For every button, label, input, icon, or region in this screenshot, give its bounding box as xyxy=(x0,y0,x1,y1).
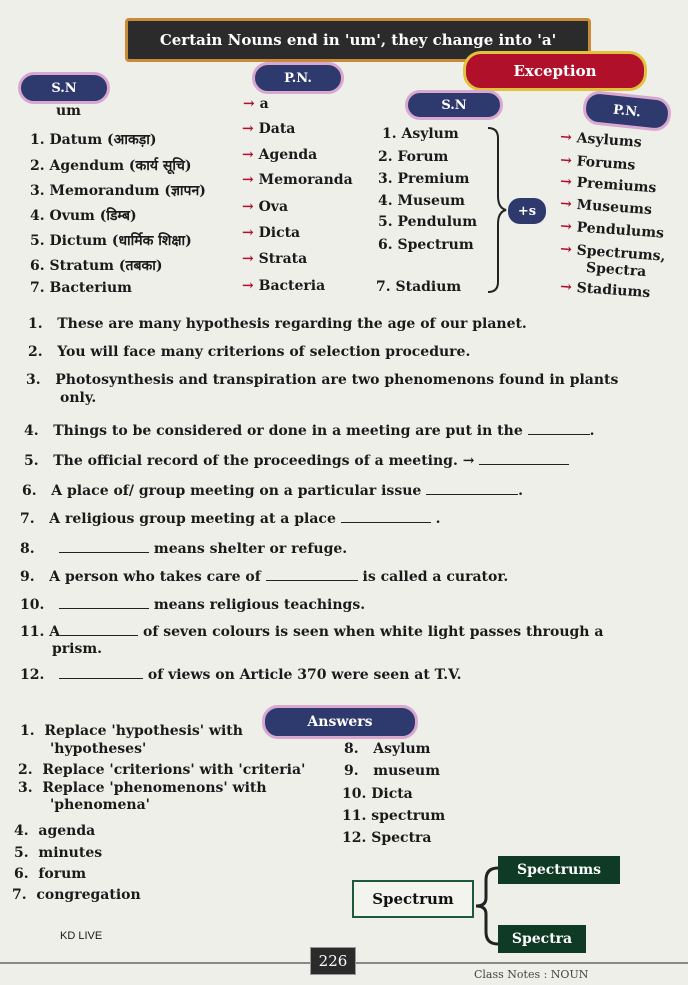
question-item: 7. A religious group meeting at a place . xyxy=(20,511,441,527)
exception-plural: → Pendulums xyxy=(559,218,665,242)
table-row: 5. Dictum (धार्मिक शिक्षा) xyxy=(30,233,192,249)
table-row-plural: → Agenda xyxy=(242,147,318,163)
answer-item: 11. spectrum xyxy=(342,808,446,824)
exception-singular: 2. Forum xyxy=(378,149,449,165)
question-item: 8. means shelter or refuge. xyxy=(20,541,348,557)
question-continuation: prism. xyxy=(52,641,103,657)
page-title: Certain Nouns end in 'um', they change into 'a' xyxy=(125,18,591,62)
arrow-icon: → xyxy=(242,251,254,267)
question-item: 1. These are many hypothesis regarding the age of our planet. xyxy=(28,316,527,332)
table-row: 3. Memorandum (ज्ञापन) xyxy=(30,183,206,199)
exception-singular: 6. Spectrum xyxy=(378,237,474,253)
answer-item: 9. museum xyxy=(344,763,441,779)
exception-singular: 1. Asylum xyxy=(382,126,459,142)
question-item: 2. You will face many criterions of selection procedure. xyxy=(28,344,471,360)
question-item: 3. Photosynthesis and transpiration are two phenomenons found in plants xyxy=(26,372,619,388)
question-item: 4. Things to be considered or done in a meeting are put in the . xyxy=(24,423,595,439)
question-item: 11. A of seven colours is seen when white light passes through a xyxy=(20,624,604,640)
question-item: 12. of views on Article 370 were seen at T.V. xyxy=(20,667,462,683)
answer-item: 7. congregation xyxy=(12,887,141,903)
arrow-icon: → xyxy=(242,121,254,137)
arrow-icon: → xyxy=(242,147,254,163)
table-row-plural: → Data xyxy=(242,121,296,137)
pn-subheader: → a xyxy=(243,96,269,112)
table-row: 1. Datum (आकड़ा) xyxy=(30,132,157,148)
right-brace-icon xyxy=(486,124,508,296)
answer-continuation: 'hypotheses' xyxy=(50,741,147,757)
question-item: 6. A place of/ group meeting on a particular issue . xyxy=(22,483,524,499)
answer-item: 3. Replace 'phenomenons' with xyxy=(18,780,267,796)
page-number: 226 xyxy=(310,947,356,975)
exception-pn-header: P.N. xyxy=(581,89,672,132)
answer-item: 4. agenda xyxy=(14,823,96,839)
footer-label: Class Notes : NOUN xyxy=(474,968,589,981)
question-item: 10. means religious teachings. xyxy=(20,597,366,613)
spectrum-box: Spectrum xyxy=(352,880,474,918)
pn-header: P.N. xyxy=(252,62,344,94)
spectra-box: Spectra xyxy=(498,925,586,953)
exception-singular: 7. Stadium xyxy=(376,279,462,295)
answer-item: 8. Asylum xyxy=(344,741,431,757)
arrow-icon: → xyxy=(242,172,254,188)
exception-plural: → Stadiums xyxy=(559,278,651,302)
table-row: 2. Agendum (कार्य सूचि) xyxy=(30,158,192,174)
left-brace-icon xyxy=(470,864,500,948)
exception-sn-header: S.N xyxy=(405,90,503,120)
spectrums-box: Spectrums xyxy=(498,856,620,884)
table-row-plural: → Bacteria xyxy=(242,278,326,294)
exception-singular: 5. Pendulum xyxy=(378,214,478,230)
table-row: 6. Stratum (तबका) xyxy=(30,258,163,274)
exception-plural: Spectra xyxy=(585,259,647,281)
sn-subheader: um xyxy=(56,103,81,119)
table-row-plural: → Dicta xyxy=(242,225,301,241)
exception-plural: → Forums xyxy=(559,152,636,174)
exception-plural: → Premiums xyxy=(559,173,657,197)
answer-item: 5. minutes xyxy=(14,845,103,861)
arrow-icon: → xyxy=(243,96,255,112)
arrow-icon: → xyxy=(242,278,254,294)
exception-badge: Exception xyxy=(463,51,647,91)
question-item: 5. The official record of the proceedings of a meeting. → xyxy=(24,452,569,470)
exception-singular: 4. Museum xyxy=(378,193,465,209)
answers-header: Answers xyxy=(262,705,418,739)
arrow-icon: → xyxy=(242,225,254,241)
plus-s-badge: +s xyxy=(508,198,546,224)
arrow-icon: → xyxy=(242,199,254,215)
sn-header: S.N xyxy=(18,72,110,104)
brand-logo: KD LIVE xyxy=(60,930,103,942)
answer-continuation: 'phenomena' xyxy=(50,797,150,813)
table-row-plural: → Strata xyxy=(242,251,308,267)
answer-item: 10. Dicta xyxy=(342,786,413,802)
answer-item: 2. Replace 'criterions' with 'criteria' xyxy=(18,762,306,778)
question-item: 9. A person who takes care of is called a curator. xyxy=(20,569,509,585)
answer-item: 12. Spectra xyxy=(342,830,432,846)
exception-singular: 3. Premium xyxy=(378,171,470,187)
table-row-plural: → Ova xyxy=(242,199,289,215)
table-row: 4. Ovum (डिम्ब) xyxy=(30,208,137,224)
question-continuation: only. xyxy=(60,390,97,406)
answer-item: 6. forum xyxy=(14,866,87,882)
table-row: 7. Bacterium xyxy=(30,280,132,296)
table-row-plural: → Memoranda xyxy=(242,172,353,188)
answer-item: 1. Replace 'hypothesis' with xyxy=(20,723,243,739)
exception-plural: → Spectrums, xyxy=(559,241,666,265)
exception-plural: → Museums xyxy=(559,195,653,219)
exception-plural: → Asylums xyxy=(559,129,643,151)
